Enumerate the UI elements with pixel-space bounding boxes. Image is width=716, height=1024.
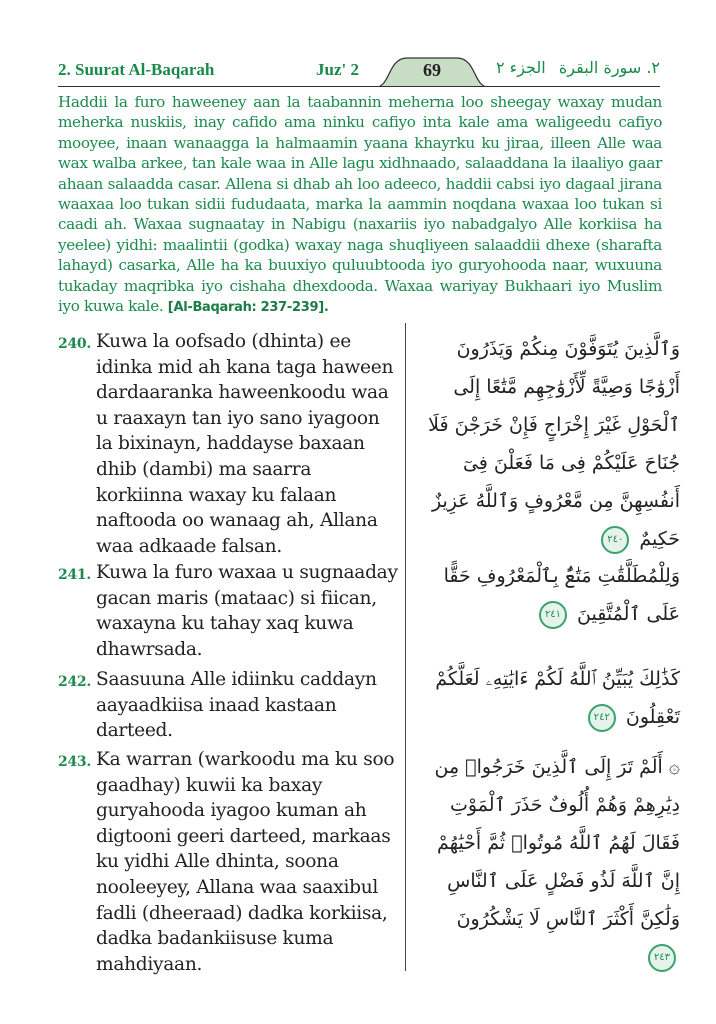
verse-translation-240 [58, 329, 398, 559]
verse-number: 243. [58, 754, 91, 770]
verse-arabic-243 [418, 748, 680, 976]
verse-end-marker-icon: ٢٤٠ [601, 526, 629, 554]
header-rule [58, 86, 660, 87]
page-number: 69 [423, 60, 441, 80]
verse-translation-243 [58, 747, 398, 977]
verse-end-marker-icon: ٢٤٢ [588, 704, 616, 732]
verse-end-marker-icon: ٢٤٣ [648, 944, 676, 972]
verse-arabic-241 [418, 557, 680, 633]
arabic-text: ۞ أَلَمْ تَرَ إِلَى ٱلَّذِينَ خَرَجُوا۟ مِن دِيَٰرِهِمْ وَهُمْ أُلُوفٌ حَذَرَ ٱلْمَوْتِ فَقَالَ لَهُمُ ٱللَّهُ مُوتُوا۟ ثُمَّ أَحْيَٰهُمْ إِنَّ ٱللَّهَ لَذُو فَضْلٍ عَلَى ٱلنَّاسِ وَلَٰكِنَّ أَكْثَرَ ٱلنَّاسِ لَا يَشْكُرُونَ [434, 756, 680, 930]
verse-end-marker-icon: ٢٤١ [539, 601, 567, 629]
arabic-text: وَلِلْمُطَلَّقَٰتِ مَتَٰعٌۢ بِٱلْمَعْرُوفِ حَقًّا عَلَى ٱلْمُتَّقِينَ [443, 565, 680, 625]
verse-translation-text: Ka warran (warkoodu ma ku soo gaadhay) kuwii ka baxay guryahooda iyagoo kuman ah digtooni geeri darteed, markaas ku yidhi Alle dhinta, soona nooleeyey, Allana waa saaxibul fadli (dheeraad) dadka korkiisa, dadka badankiisuse kuma mahdiyaan. [96, 749, 395, 975]
arabic-text: وَٱلَّذِينَ يُتَوَفَّوْنَ مِنكُمْ وَيَذَرُونَ أَزْوَٰجًا وَصِيَّةً لِّأَزْوَٰجِهِم مَّتَٰعًا إِلَى ٱلْحَوْلِ غَيْرَ إِخْرَاجٍ فَإِنْ خَرَجْنَ فَلَا جُنَاحَ عَلَيْكُمْ فِى مَا فَعَلْنَ فِىٓ أَنفُسِهِنَّ مِن مَّعْرُوفٍ وَٱللَّهُ عَزِيزٌ حَكِيمٌ [428, 338, 680, 550]
commentary-reference: [Al-Baqarah: 237-239]. [167, 300, 329, 316]
verse-translation-text: Kuwa la furo waxaa u sugnaaday gacan maris (mataac) si fiican, waxayna ku tahay xaq kuwa dhawrsada. [96, 562, 398, 660]
page-header [58, 56, 660, 88]
verse-number: 240. [58, 336, 91, 352]
verse-arabic-240 [418, 330, 680, 558]
commentary-paragraph [58, 92, 662, 318]
verse-number: 241. [58, 567, 91, 583]
verse-translation-242 [58, 667, 398, 744]
verse-number: 242. [58, 674, 91, 690]
verse-translation-241 [58, 560, 398, 662]
verse-translation-text: Saasuuna Alle idiinku caddayn aayaadkiisa inaad kastaan darteed. [96, 669, 377, 742]
verse-translation-text: Kuwa la oofsado (dhinta) ee idinka mid ah kana taga haween dardaaranka haweenkoodu waa u raaxayn tan iyo sano iyagoon la bixinayn, haddayse baxaan dhib (dambi) ma saarra korkiinna waxay ku falaan naftooda oo wanaag ah, Allana waa adkaade falsan. [96, 331, 394, 557]
commentary-text: Haddii la furo haweeney aan la taabannin meherna loo sheegay waxay mudan meherka nuskiis, inay cafido ama ninku cafiyo inta kale ama waligeedu cafiyo mooyee, inaan wanaagga la halmaamin yaana khayrku ku jiraa, illeen Alle waa wax walba arkee, tan kale waa in Alle lagu xidhnaado, salaaddana la ilaaliyo gaar ahaan salaadda casar. Allena si dhab ah loo adeeco, haddii cabsi iyo dagaal jirana waaxaa loo tukan sidii fududaata, marka la aammin noqdana waxaa loo tukan si caadi ah. Waxaa sugnaatay in Nabigu (naxariis iyo nabadgalyo Alle korkiisa ha yeelee) yidhi: maalintii (godka) waxay naga shuqliyeen salaaddii dhexe (sharafta lahayd) casarka, Alle ha ka buuxiyo quluubtooda iyo guryohooda naar, wuxuuna tukaday maqribka iyo cishaha dhexdooda. Waxaa wariyay Bukhaari iyo Muslim iyo kuwa kale. [58, 93, 662, 316]
surah-title-english: 2. Suurat Al-Baqarah [58, 60, 215, 79]
column-divider [405, 323, 406, 971]
juz-label-english: Juz' 2 [316, 60, 359, 79]
arabic-text: كَذَٰلِكَ يُبَيِّنُ ٱللَّهُ لَكُمْ ءَايَٰتِهِۦ لَعَلَّكُمْ تَعْقِلُونَ [435, 668, 680, 728]
surah-title-arabic: ٢. سورة البقرة [558, 58, 660, 77]
verse-arabic-242 [418, 660, 680, 736]
juz-label-arabic: الجزء ٢ [496, 58, 546, 77]
